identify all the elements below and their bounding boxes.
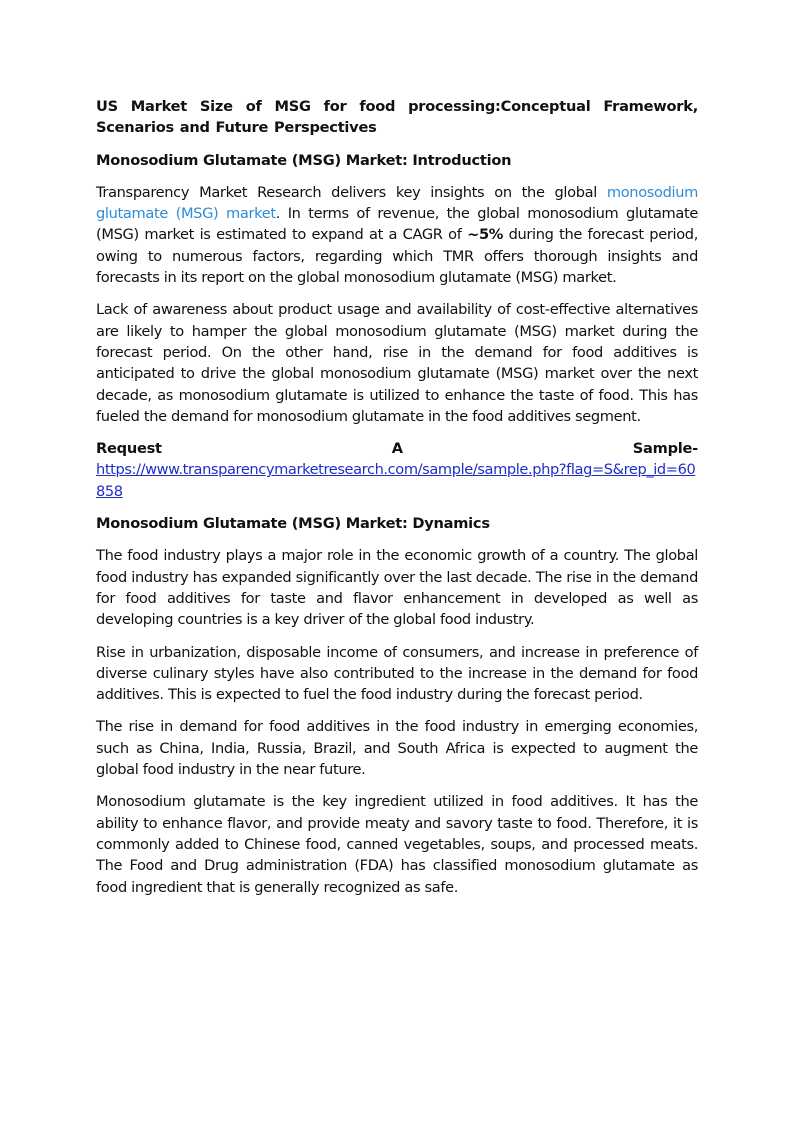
introduction-paragraph-1 (96, 182, 698, 288)
document-title: US Market Size of MSG for food processing:Conceptual Framework, Scenarios and Future Perspectives (96, 98, 698, 137)
dynamics-paragraph-1: The food industry plays a major role in the economic growth of a country. The global food industry has expanded significantly over the last decade. The rise in the demand for food additives for taste and flavor enhancement in developed as well as developing countries is a key driver of the global food industry. (96, 547, 698, 629)
request-sample-label (96, 438, 698, 459)
request-sample-url-container (96, 459, 698, 502)
dynamics-heading: Monosodium Glutamate (MSG) Market: Dynamics (96, 515, 490, 533)
sample-word: Sample- (632, 440, 698, 458)
request-sample-link[interactable]: https://www.transparencymarketresearch.com/sample/sample.php?flag=S&rep_id=60858 (96, 461, 696, 500)
introduction-heading: Monosodium Glutamate (MSG) Market: Introduction (96, 151, 512, 169)
request-sample-block (96, 438, 698, 502)
dynamics-paragraph-4: Monosodium glutamate is the key ingredient utilized in food additives. It has the ability to enhance flavor, and provide meaty and savory taste to food. Therefore, it is commonly added to Chinese food, canned vegetables, soups, and processed meats. The Food and Drug administration (FDA) has classified monosodium glutamate as food ingredient that is generally recognized as safe. (96, 793, 698, 896)
dynamics-paragraph-2: Rise in urbanization, disposable income of consumers, and increase in preference of diverse culinary styles have also contributed to the increase in the demand for food additives. This is expected to fuel the food industry during the forecast period. (96, 643, 698, 704)
introduction-paragraph-2: Lack of awareness about product usage and availability of cost-effective alternatives are likely to hamper the global monosodium glutamate (MSG) market during the forecast period. On the other hand, rise in the demand for food additives is anticipated to drive the global monosodium glutamate (MSG) market over the next decade, as monosodium glutamate is utilized to enhance the taste of food. This has fueled the demand for monosodium glutamate in the food additives segment. (96, 301, 698, 425)
intro-text-after-link: . In terms of revenue, the global monosodium glutamate (MSG) market is estimated to expand at a CAGR of (96, 205, 698, 244)
intro-text-end: during the forecast period, owing to numerous factors, regarding which TMR offers thorough insights and forecasts in its report on the global monosodium glutamate (MSG) market. (96, 226, 698, 287)
a-word: A (391, 440, 403, 458)
document-page (96, 96, 698, 909)
cagr-value: ~5% (467, 226, 504, 244)
msg-market-link[interactable]: monosodium glutamate (MSG) market (96, 183, 698, 223)
dynamics-paragraph-3: The rise in demand for food additives in the food industry in emerging economies, such as China, India, Russia, Brazil, and South Africa is expected to augment the global food industry in the near future. (96, 718, 698, 779)
intro-text-before-link: Transparency Market Research delivers key insights on the global (96, 183, 607, 201)
request-word: Request (96, 440, 162, 458)
